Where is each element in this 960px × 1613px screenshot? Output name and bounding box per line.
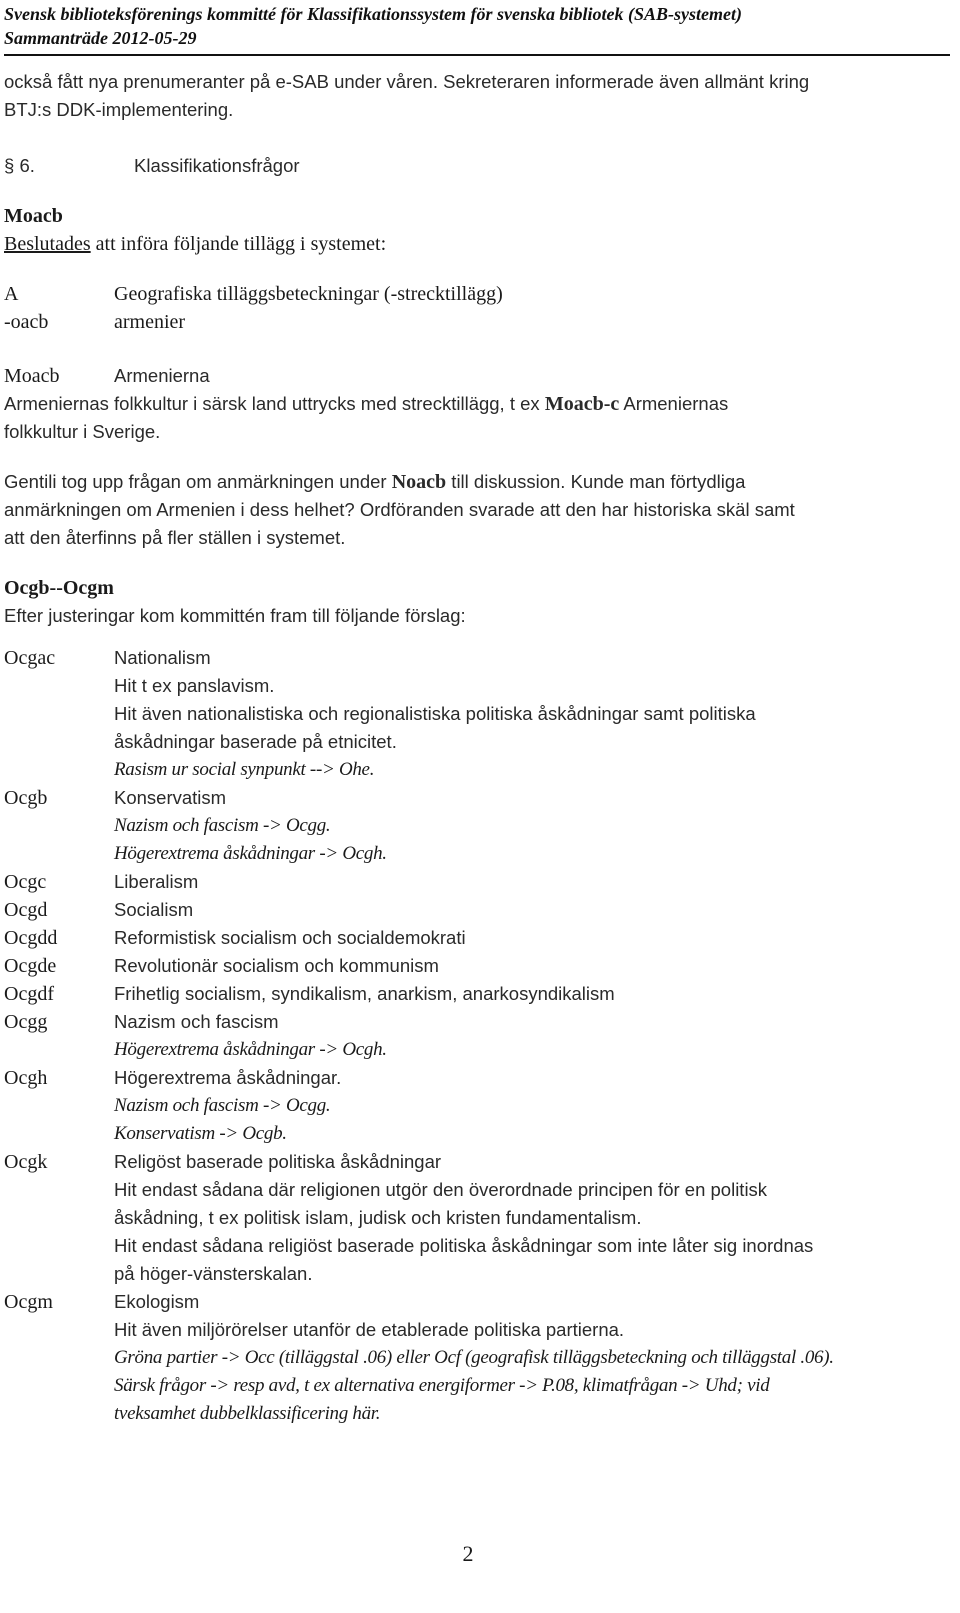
entry-code	[4, 1372, 114, 1400]
section-title: Klassifikationsfrågor	[134, 155, 300, 176]
intro-line-2: BTJ:s DDK-implementering.	[4, 99, 234, 120]
entry-text: Frihetlig socialism, syndikalism, anarkism, anarkosyndikalism	[114, 983, 615, 1004]
entry-code	[4, 728, 114, 756]
page-number: 2	[462, 1541, 474, 1566]
document-body	[4, 68, 952, 1428]
moacb-entry	[4, 362, 952, 390]
entry-code	[4, 1260, 114, 1288]
entry-text: Högerextrema åskådningar.	[114, 1067, 342, 1088]
classification-entry	[4, 896, 952, 924]
classification-entry	[4, 980, 952, 1008]
entry-row	[4, 868, 952, 896]
entry-row	[4, 644, 952, 672]
entry-text: Hit endast sådana religiöst baserade politiska åskådningar som inte låter sig inordnas	[114, 1235, 814, 1256]
entry-reference: Nazism och fascism -> Ocgg.	[114, 1095, 331, 1116]
entry-code: Ocgdf	[4, 983, 54, 1005]
discussion-text: Gentili tog upp frågan om anmärkningen under	[4, 471, 392, 492]
note-example-code: Moacb-c	[544, 393, 620, 415]
entry-text: Ekologism	[114, 1291, 200, 1312]
entry-reference: Särsk frågor -> resp avd, t ex alternativa energiformer -> P.08, klimatfrågan -> Uhd; vid	[114, 1375, 770, 1396]
entry-code	[4, 1400, 114, 1428]
entry-reference: Nazism och fascism -> Ocgg.	[114, 815, 331, 836]
discussion-text-end: till diskussion. Kunde man förtydliga	[446, 471, 746, 492]
classification-entry	[4, 1064, 952, 1148]
entry-code: Ocgh	[4, 1067, 48, 1089]
entry-text: Konservatism	[114, 787, 227, 808]
entry-text: Revolutionär socialism och kommunism	[114, 955, 439, 976]
entry-code	[4, 812, 114, 840]
section-number-group	[4, 152, 134, 180]
entry-text: Reformistisk socialism och socialdemokrati	[114, 927, 466, 948]
entry-text: Nazism och fascism	[114, 1011, 279, 1032]
entry-text: Nationalism	[114, 647, 211, 668]
entry-row	[4, 896, 952, 924]
table-desc: Geografiska tilläggsbeteckningar (-strecktillägg)	[114, 283, 503, 305]
entry-text: Hit även miljörörelser utanför de etablerade politiska partierna.	[114, 1319, 625, 1340]
entry-row	[4, 924, 952, 952]
decision-keyword: Beslutades	[4, 233, 91, 255]
discussion-line-1	[4, 468, 952, 496]
entry-text: Hit t ex panslavism.	[114, 675, 275, 696]
entry-code: Ocgg	[4, 1011, 48, 1033]
entry-row	[4, 840, 952, 868]
intro-line-1: också fått nya prenumeranter på e-SAB under våren. Sekreteraren informerade även allmänt kring	[4, 71, 810, 92]
entry-row	[4, 1036, 952, 1064]
entry-text: åskådning, t ex politisk islam, judisk och kristen fundamentalism.	[114, 1207, 642, 1228]
entry-code	[4, 1120, 114, 1148]
running-header	[4, 2, 742, 50]
entry-code	[4, 1092, 114, 1120]
header-title: Svensk biblioteksförenings kommitté för Klassifikationssystem för svenska bibliotek (SAB-systemet)	[4, 4, 743, 24]
entry-reference: Konservatism -> Ocgb.	[114, 1123, 287, 1144]
moacb-note-line-2: folkkultur i Sverige.	[4, 421, 161, 442]
entry-row	[4, 980, 952, 1008]
entry-row	[4, 1232, 952, 1260]
entry-reference: Högerextrema åskådningar -> Ocgh.	[114, 843, 387, 864]
entry-row	[4, 1316, 952, 1344]
entry-text: Hit även nationalistiska och regionalistiska politiska åskådningar samt politiska	[114, 703, 756, 724]
entry-code	[4, 756, 114, 784]
entry-code	[4, 1344, 114, 1372]
entry-reference: tveksamhet dubbelklassificering här.	[114, 1403, 381, 1424]
entry-text: åskådningar baserade på etnicitet.	[114, 731, 397, 752]
classification-entry	[4, 644, 952, 784]
entry-text: Hit endast sådana där religionen utgör den överordnade principen för en politisk	[114, 1179, 768, 1200]
entry-row	[4, 1120, 952, 1148]
classification-entry	[4, 784, 952, 868]
moacb-heading: Moacb	[4, 205, 63, 227]
note-text-end: Armeniernas	[619, 393, 729, 414]
entry-row	[4, 1148, 952, 1176]
entry-row	[4, 1372, 952, 1400]
classification-entry	[4, 1008, 952, 1064]
table-code: -oacb	[4, 311, 49, 333]
entry-row	[4, 952, 952, 980]
entry-text: Socialism	[114, 899, 194, 920]
entry-code	[4, 1176, 114, 1204]
entry-row	[4, 812, 952, 840]
ocgb-heading: Ocgb--Ocgm	[4, 577, 114, 599]
entry-code: Moacb	[4, 365, 60, 387]
entry-code: Ocgm	[4, 1291, 53, 1313]
entry-row	[4, 1064, 952, 1092]
entry-code: Ocgb	[4, 787, 48, 809]
table-code: A	[4, 283, 19, 305]
entry-text: på höger-vänsterskalan.	[114, 1263, 313, 1284]
moacb-decision	[4, 230, 952, 258]
entry-code	[4, 672, 114, 700]
header-meeting-date: Sammanträde 2012-05-29	[4, 28, 197, 48]
table-desc: armenier	[114, 311, 186, 333]
classification-entries	[4, 644, 952, 1428]
entry-code: Ocgc	[4, 871, 47, 893]
entry-row	[4, 672, 952, 700]
entry-code: Ocgde	[4, 955, 57, 977]
entry-text: Religöst baserade politiska åskådningar	[114, 1151, 442, 1172]
entry-row	[4, 1288, 952, 1316]
section-number: 6.	[19, 155, 35, 176]
entry-row	[4, 1176, 952, 1204]
entry-code	[4, 1232, 114, 1260]
entry-code: Ocgdd	[4, 927, 58, 949]
entry-code	[4, 1036, 114, 1064]
discussion-code: Noacb	[391, 471, 447, 493]
entry-text: Liberalism	[114, 871, 199, 892]
header-divider	[4, 54, 950, 56]
ocgb-intro: Efter justeringar kom kommittén fram till följande förslag:	[4, 605, 466, 626]
entry-code: Ocgk	[4, 1151, 48, 1173]
entry-row	[4, 1008, 952, 1036]
entry-row	[4, 700, 952, 728]
classification-entry	[4, 924, 952, 952]
entry-code	[4, 1204, 114, 1232]
entry-row	[4, 1400, 952, 1428]
note-text: Armeniernas folkkultur i särsk land uttrycks med strecktillägg, t ex	[4, 393, 545, 414]
entry-row	[4, 1260, 952, 1288]
classification-entry	[4, 1288, 952, 1428]
discussion-line-3: att den återfinns på fler ställen i systemet.	[4, 527, 346, 548]
classification-entry	[4, 1148, 952, 1288]
entry-row	[4, 1204, 952, 1232]
entry-reference: Rasism ur social synpunkt --> Ohe.	[114, 759, 375, 780]
section-heading	[4, 152, 952, 180]
entry-code: Ocgac	[4, 647, 56, 669]
entry-row	[4, 756, 952, 784]
entry-code	[4, 700, 114, 728]
entry-label: Armenierna	[114, 365, 210, 386]
classification-entry	[4, 952, 952, 980]
moacb-table-row	[4, 308, 952, 336]
entry-row	[4, 1344, 952, 1372]
entry-row	[4, 728, 952, 756]
classification-entry	[4, 868, 952, 896]
entry-code	[4, 1316, 114, 1344]
moacb-table-row	[4, 280, 952, 308]
moacb-note	[4, 390, 952, 418]
entry-reference: Gröna partier -> Occ (tilläggstal .06) eller Ocf (geografisk tilläggsbeteckning och tilläggstal .06).	[114, 1347, 834, 1368]
entry-code: Ocgd	[4, 899, 48, 921]
section-symbol: §	[4, 155, 15, 176]
entry-row	[4, 1092, 952, 1120]
entry-code	[4, 840, 114, 868]
entry-row	[4, 784, 952, 812]
discussion-line-2: anmärkningen om Armenien i dess helhet? Ordföranden svarade att den har historiska skäl samt	[4, 499, 795, 520]
decision-text: att införa följande tillägg i systemet:	[90, 233, 387, 255]
entry-reference: Högerextrema åskådningar -> Ocgh.	[114, 1039, 387, 1060]
